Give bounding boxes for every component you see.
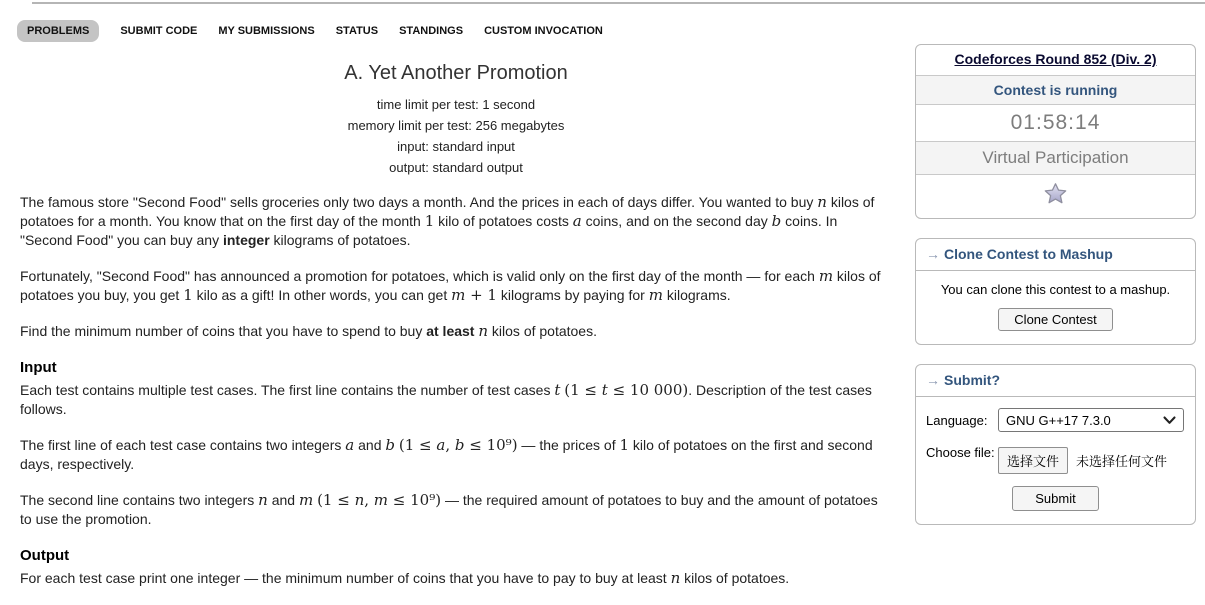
clone-box-title: Clone Contest to Mashup [944,246,1113,262]
contest-timer: 01:58:14 [916,104,1195,141]
problem-statement [20,62,892,605]
choose-file-button[interactable]: 选择文件 [998,447,1068,474]
top-divider [32,2,1205,4]
favorite-star-button[interactable] [916,174,1195,218]
input-paragraph: The first line of each test case contains two integers a and b (1 ≤ a, b ≤ 10⁹) — the prices of 1 kilo of potatoes on the first and second days, respectively. [20,436,873,472]
statement-paragraph: The famous store "Second Food" sells groceries only two days a month. And the prices in each of days differ. You wanted to buy n kilos of potatoes for a month. You know that on the first day of the month 1 kilo of potatoes costs a coins, and on the second day b coins. In "Second Food" you can buy any integer kilograms of potatoes. [20,193,875,248]
choose-file-label: Choose file: [926,445,995,460]
arrow-right-icon: → [926,372,940,388]
tab-custom-invocation[interactable]: CUSTOM INVOCATION [484,25,603,37]
clone-box-text: You can clone this contest to a mashup. [940,282,1171,297]
contest-link[interactable]: Codeforces Round 852 (Div. 2) [954,51,1157,67]
language-label: Language: [926,412,988,428]
submit-box-title: Submit? [944,372,1000,388]
input-spec: input: standard input [397,139,515,154]
input-paragraph: Each test contains multiple test cases. The first line contains the number of test cases t (1 ≤ t ≤ 10 000). Description of the test cases follows. [20,381,872,417]
tab-status[interactable]: STATUS [335,25,379,37]
tab-my-submissions[interactable]: MY SUBMISSIONS [218,25,315,37]
section-title-input: Input [20,359,57,376]
clone-box-caption [916,239,1195,271]
statement-paragraph: Find the minimum number of coins that you have to spend to buy at least n kilos of potatoes. [20,322,597,340]
input-paragraph: The second line contains two integers n and m (1 ≤ n, m ≤ 10⁹) — the required amount of potatoes to buy and the amount of potatoes to use the promotion. [20,491,878,527]
language-select[interactable] [998,408,1184,432]
statement-paragraph: Fortunately, "Second Food" has announced a promotion for potatoes, which is valid only on the first day of the month — for each m kilos of potatoes you buy, you get 1 kilo as a gift! In other words, you can get m + 1 kilograms by paying for m kilograms. [20,267,881,304]
time-limit: time limit per test: 1 second [376,97,536,112]
clone-contest-box [915,238,1196,345]
submit-box-caption [916,365,1195,397]
language-selected-value: GNU G++17 7.3.0 [1006,412,1111,428]
tab-standings[interactable]: STANDINGS [399,25,464,37]
output-spec: output: standard output [389,160,523,175]
sidebar [915,44,1196,544]
output-paragraph: For each test case print one integer — the minimum number of coins that you have to pay to buy at least n kilos of potatoes. [20,569,790,587]
tab-problems[interactable]: PROBLEMS [17,20,99,42]
clone-contest-button[interactable]: Clone Contest [998,308,1112,331]
contest-title-row [916,45,1195,75]
contest-status-text: Contest is running [916,75,1195,104]
tab-submit-code[interactable]: SUBMIT CODE [120,25,198,37]
submit-button[interactable]: Submit [1012,486,1098,511]
star-icon [1042,194,1069,211]
virtual-participation-label: Virtual Participation [916,141,1195,174]
contest-status-box [915,44,1196,219]
submit-box [915,364,1196,525]
arrow-right-icon: → [926,246,940,262]
chevron-down-icon [1163,413,1176,428]
file-status-text: 未选择任何文件 [1076,454,1168,469]
problem-limits [20,94,892,178]
problem-title: A. Yet Another Promotion [344,62,568,84]
contest-tabs [17,20,603,42]
section-title-output: Output [20,547,70,564]
memory-limit: memory limit per test: 256 megabytes [347,118,565,133]
